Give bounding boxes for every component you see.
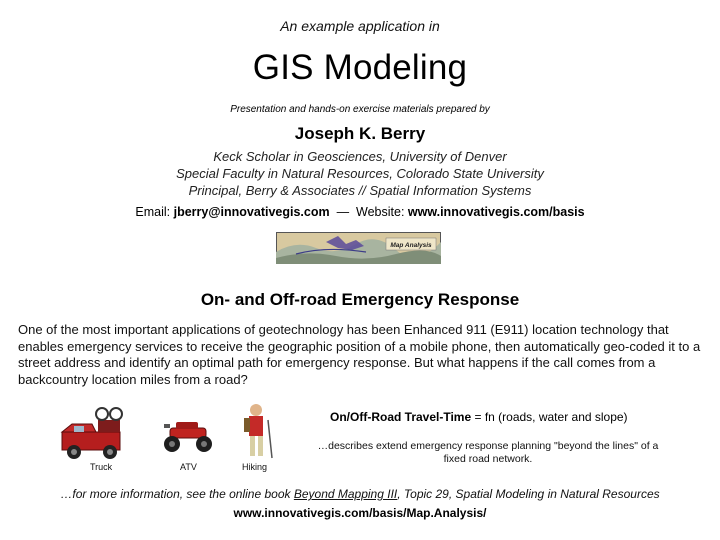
website-label: Website: [356, 205, 405, 219]
email-label: Email: [135, 205, 171, 219]
page-title: GIS Modeling [252, 48, 468, 87]
intro-text: An example application in [280, 18, 440, 34]
contact-line [0, 205, 720, 219]
website-link[interactable]: www.innovativegis.com/basis [407, 205, 585, 219]
prepared-by-text: Presentation and hands-on exercise materials prepared by [230, 104, 490, 115]
atv-icon [164, 422, 212, 452]
truck-label: Truck [90, 462, 113, 472]
contact-separator: — [336, 205, 350, 219]
truck-icon [62, 408, 122, 459]
more-info-prefix: …for more information, see the online book [60, 487, 294, 501]
travel-time-function: = fn (roads, water and slope) [471, 410, 628, 424]
travel-time-term: On/Off-Road Travel-Time [330, 410, 472, 424]
hiking-label: Hiking [242, 462, 268, 472]
section-title: On- and Off-road Emergency Response [200, 290, 520, 309]
more-info-suffix: , Topic 29, Spatial Modeling in Natural Resources [397, 487, 660, 501]
logo-text: Map Analysis [390, 242, 432, 249]
more-info-line [0, 487, 720, 501]
hiker-icon [244, 404, 272, 458]
affiliation-1: Keck Scholar in Geosciences, University of Denver [213, 149, 507, 164]
vehicle-illustration [58, 398, 278, 478]
affiliation-2: Special Faculty in Natural Resources, Colorado State University [176, 166, 544, 181]
map-analysis-logo [276, 232, 441, 264]
atv-label: ATV [180, 462, 197, 472]
footer-url[interactable]: www.innovativegis.com/basis/Map.Analysis/ [233, 506, 487, 520]
author-name: Joseph K. Berry [294, 124, 426, 143]
travel-description: …describes extend emergency response planning "beyond the lines" of a fixed road network. [317, 440, 659, 465]
travel-time-formula [330, 410, 628, 424]
affiliation-3: Principal, Berry & Associates // Spatial Information Systems [188, 183, 532, 198]
section-body: One of the most important applications of geotechnology has been Enhanced 911 (E911) location technology that enables emergency services to receive the geographic position of a mobile phone, then automatically geo-coded it to a street address and identify an optimal path for emergency response. But what happens if the call comes from a backcountry location miles from a road? [18, 322, 701, 387]
email-link[interactable]: jberry@innovativegis.com [173, 205, 330, 219]
book-link[interactable]: Beyond Mapping III [293, 487, 398, 501]
